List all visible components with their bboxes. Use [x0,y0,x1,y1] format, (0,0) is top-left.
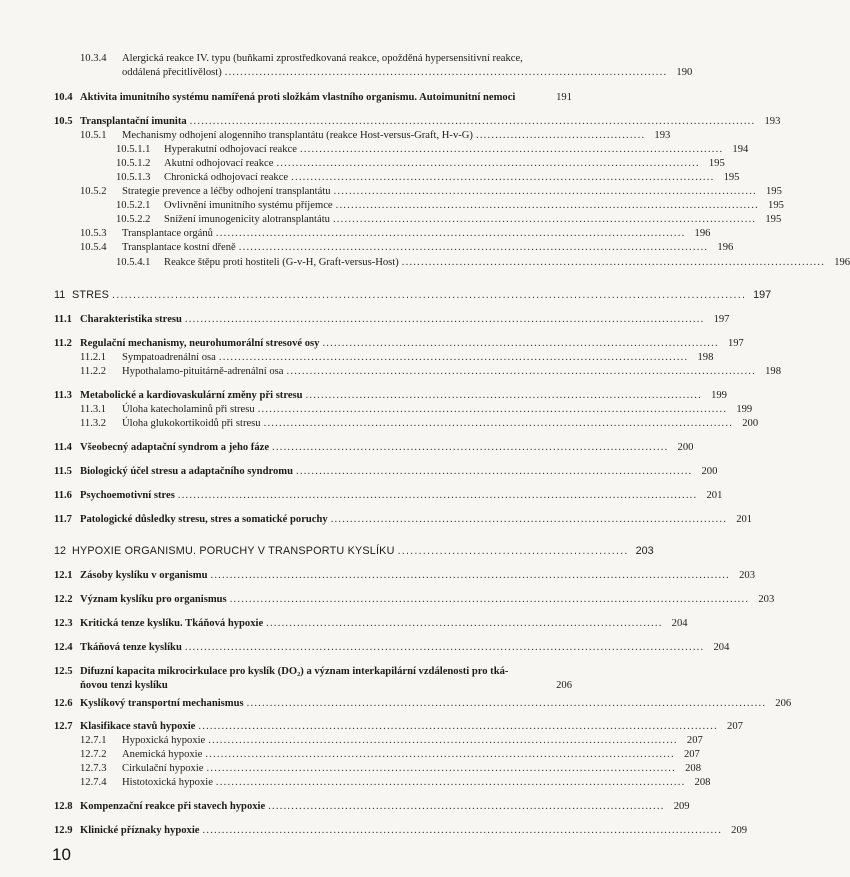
entry-number: 11.4 [54,442,72,453]
entry-number: 10.5.1.3 [116,172,151,183]
entry-page: 193 [764,116,781,127]
entry-number: 10.5.2.2 [116,214,151,225]
leader-dots: ....................................................................................................................................... [177,490,698,501]
entry-number: 11.7 [54,514,72,525]
toc-chapter [0,289,772,302]
toc-entry [0,256,850,269]
leader-dots: .......................................................................................................................... [215,777,686,788]
leader-dots: .......................................................................................................................... [206,763,677,774]
entry-number: 10.5 [54,116,73,127]
entry-page: 196 [717,242,734,253]
leader-dots: ....................................................................................................................................... [184,642,705,653]
entry-title: Chronická odhojovací reakce [164,172,289,183]
toc-chapter [0,545,654,558]
entry-number: 12.7.4 [80,777,107,788]
toc-entry [0,800,690,813]
entry-page: 195 [723,172,740,183]
entry-title: Všeobecný adaptační syndrom a jeho fáze [80,442,270,453]
entry-number: 10.5.1 [80,130,107,141]
leader-dots: ................................................................................................................................................... [189,116,756,127]
toc-entry [0,569,756,582]
toc-entry [0,91,572,104]
entry-page: 200 [742,418,759,429]
entry-page: 208 [694,777,711,788]
entry-title: Regulační mechanismy, neurohumorální stresové osy [80,338,320,349]
entry-title: Kritická tenze kyslíku. Tkáňová hypoxie [80,618,264,629]
entry-number: 12.1 [54,570,73,581]
leader-dots: ....................................................................................................................................... [229,594,750,605]
toc-entry [0,143,749,156]
chapter-title: STRES [72,289,109,301]
entry-number: 12.7.3 [80,763,107,774]
entry-title: Snížení imunogenicity alotransplantátu [164,214,330,225]
toc-entry [0,157,725,170]
leader-dots: ....................................................................................................................................... [198,721,718,732]
entry-title: Alergická reakce IV. typu (buňkami zprostředkovaná reakce, opožděná hypersensitivní reakce, [122,53,523,64]
entry-page: 194 [732,144,749,155]
toc-entry [0,748,700,761]
entry-number: 11.6 [54,490,72,501]
entry-number: 12.7.2 [80,749,107,760]
entry-page: 195 [768,200,784,211]
entry-page: 196 [694,228,711,239]
toc-entry [0,762,702,775]
entry-page: 197 [753,289,772,301]
entry-title: Sympatoadrenální osa [122,352,216,363]
entry-title: Význam kyslíku pro organismus [80,594,227,605]
entry-number: 11.2.2 [80,366,107,377]
entry-page: 193 [654,130,671,141]
leader-dots: ....................................................................................................................................... [210,570,731,581]
leader-dots: .......................................................................................................................... [215,228,686,239]
entry-page: 207 [727,721,743,732]
entry-number: 12.7.1 [80,735,107,746]
leader-dots: ....................................................................................................... [266,618,663,629]
entry-title: Ovlivnění imunitního systému příjemce [164,200,333,211]
entry-page: 203 [635,545,654,557]
entry-number: 11.2 [54,338,72,349]
leader-dots: ................................................................................................................... [224,67,668,78]
leader-dots: .......................................................................................................................... [257,404,728,415]
entry-number: 12.2 [54,594,73,605]
entry-page: 207 [686,735,703,746]
entry-page: 197 [727,338,744,349]
entry-page: 200 [701,466,718,477]
entry-number: 10.5.1.1 [116,144,151,155]
entry-title: Anemická hypoxie [122,749,203,760]
leader-dots: .......................................................................................................................... [208,735,678,746]
leader-dots: .......................................................................................................................... [263,418,734,429]
entry-page: 195 [708,158,725,169]
leader-dots: .......................................................................................................................... [238,242,709,253]
entry-page: 190 [676,67,693,78]
page-number: 10 [52,845,71,864]
entry-title: Akutní odhojovací reakce [164,158,274,169]
entry-title: Metabolické a kardiovaskulární změny při stresu [80,390,303,401]
entry-number: 12.4 [54,642,73,653]
chapter-number: 11 [54,289,66,301]
leader-dots: ....................................................................................................... [330,514,728,525]
entry-title: Klasifikace stavů hypoxie [80,721,196,732]
entry-page: 201 [736,514,753,525]
entry-title: Aktivita imunitního systému namířená proti složkám vlastního organismu. Autoimunitní nemoci [80,92,516,103]
leader-dots: .............................................................................................................. [299,144,724,155]
entry-title: Cirkulační hypoxie [122,763,204,774]
toc-entry [0,641,730,654]
toc-entry [0,365,782,378]
toc-entry [0,199,784,212]
toc-entry [0,241,734,254]
leader-dots: ....................................................................................................................................... [202,825,723,836]
toc-entry [0,441,694,454]
toc-entry [0,227,711,240]
entry-page: 201 [706,490,723,501]
entry-page: 208 [685,763,702,774]
entry-page: 203 [739,570,756,581]
entry-title: Hypothalamo-pituitárně-adrenální osa [122,366,284,377]
entry-title: Histotoxická hypoxie [122,777,213,788]
entry-title: Biologický účel stresu a adaptačního syndromu [80,466,293,477]
leader-dots: ....................................................... [397,545,629,557]
entry-number: 11.3.2 [80,418,107,429]
leader-dots: .............................................................................................................. [276,158,700,169]
entry-page: 196 [834,257,850,268]
entry-number: 11.5 [54,466,72,477]
entry-title: Kompenzační reakce při stavech hypoxie [80,801,266,812]
leader-dots: .............................................................................................................. [291,172,715,183]
toc-entry [0,720,743,733]
entry-page: 195 [766,186,782,197]
leader-dots: ....................................................................................................... [268,801,665,812]
entry-title-continued: ňovou tenzi kyslíku [80,680,168,691]
entry-title-continued: oddálená přecitlivělost) [122,67,222,78]
entry-page: 204 [713,642,730,653]
toc-entry [0,824,748,837]
entry-title: Hypoxická hypoxie [122,735,206,746]
entry-title: Strategie prevence a léčby odhojení transplantátu [122,186,331,197]
toc-entry [0,115,781,128]
toc-entry [0,776,711,789]
leader-dots: ....................................................................................................... [305,390,702,401]
leader-dots: .............................................................................................................. [401,257,826,268]
entry-title: Zásoby kyslíku v organismu [80,570,208,581]
leader-dots: ....................................................................................................................................... [246,698,767,709]
entry-number: 12.8 [54,801,73,812]
entry-title: Transplantace kostní dřeně [122,242,236,253]
leader-dots: .......................................................................................................................... [205,749,675,760]
leader-dots: ....................................................................................................................................... [184,314,705,325]
leader-dots: .......................................................................................................................... [286,366,757,377]
entry-page: 206 [775,698,792,709]
entry-title: Kyslíkový transportní mechanismus [80,698,244,709]
entry-title: Úloha glukokortikoidů při stresu [122,418,261,429]
leader-dots: .............................................................................................................. [333,186,757,197]
entry-title: Difuzní kapacita mikrocirkulace pro kyslík (DO₂) a význam interkapilární vzdálenosti pro tká- [80,666,509,677]
entry-number: 12.9 [54,825,73,836]
entry-number: 10.5.4.1 [116,257,151,268]
entry-number: 11.3 [54,390,72,401]
toc-entry [0,351,714,364]
toc-entry [0,417,759,430]
toc-entry [0,313,730,326]
leader-dots: .......................................................................................................................... [218,352,689,363]
toc-entry [0,389,727,402]
entry-title: Transplantační imunita [80,116,187,127]
toc-entry [0,171,740,184]
entry-page: 191 [556,92,572,103]
entry-page: 199 [736,404,753,415]
toc-entry [0,617,688,630]
toc-entry [0,665,572,678]
entry-title: Patologické důsledky stresu, stres a somatické poruchy [80,514,328,525]
leader-dots: ....................................................................................................................................................... [112,289,747,301]
entry-number: 10.5.2 [80,186,107,197]
entry-number: 12.5 [54,666,73,677]
entry-number: 11.1 [54,314,72,325]
leader-dots: .............................................................................................................. [335,200,759,211]
entry-title: Reakce štěpu proti hostiteli (G-v-H, Graft-versus-Host) [164,257,399,268]
entry-title: Charakteristika stresu [80,314,182,325]
entry-title: Klinické příznaky hypoxie [80,825,200,836]
entry-page: 207 [683,749,700,760]
entry-page: 203 [758,594,775,605]
entry-title: Tkáňová tenze kyslíku [80,642,182,653]
entry-title: Transplantace orgánů [122,228,213,239]
toc-entry [0,52,572,65]
leader-dots: ....................................................................................................... [322,338,719,349]
toc-entry [0,213,782,226]
leader-dots: .............................................................................................................. [332,214,757,225]
toc-entry-continuation [122,66,693,79]
toc-entry [0,465,718,478]
leader-dots: ....................................................................................................... [296,466,693,477]
entry-page: 198 [765,366,782,377]
entry-number: 10.5.1.2 [116,158,151,169]
entry-number: 11.3.1 [80,404,107,415]
entry-page: 197 [713,314,730,325]
entry-page: 209 [731,825,748,836]
entry-title: Hyperakutní odhojovací reakce [164,144,297,155]
entry-number: 10.4 [54,92,73,103]
entry-page: 195 [765,214,782,225]
entry-number: 10.3.4 [80,53,107,64]
chapter-title: HYPOXIE ORGANISMU. PORUCHY V TRANSPORTU KYSLÍKU [72,545,395,557]
chapter-number: 12 [54,545,67,557]
entry-page: 198 [697,352,714,363]
entry-number: 10.5.3 [80,228,107,239]
toc-entry [0,337,744,350]
entry-title: Mechanismy odhojení alogenního transplantátu (reakce Host-versus-Graft, H-v-G) [122,130,473,141]
entry-page: 200 [677,442,694,453]
toc-entry [0,129,671,142]
entry-page: 199 [711,390,727,401]
entry-page: 206 [556,680,572,691]
toc-entry [0,697,792,710]
entry-title: Psychoemotivní stres [80,490,175,501]
entry-page: 204 [671,618,688,629]
leader-dots: ............................................ [475,130,646,141]
toc-entry [0,734,703,747]
entry-number: 12.3 [54,618,73,629]
toc-entry [0,593,775,606]
entry-page: 209 [673,801,690,812]
entry-number: 12.7 [54,721,73,732]
entry-number: 12.6 [54,698,73,709]
toc-entry [0,185,782,198]
entry-number: 10.5.4 [80,242,107,253]
entry-number: 11.2.1 [80,352,107,363]
leader-dots: ....................................................................................................... [272,442,669,453]
toc-entry [0,513,753,526]
toc-entry [0,489,723,502]
toc-entry [0,403,753,416]
toc-entry-continuation [80,679,572,692]
entry-title: Úloha katecholaminů při stresu [122,404,255,415]
entry-number: 10.5.2.1 [116,200,151,211]
